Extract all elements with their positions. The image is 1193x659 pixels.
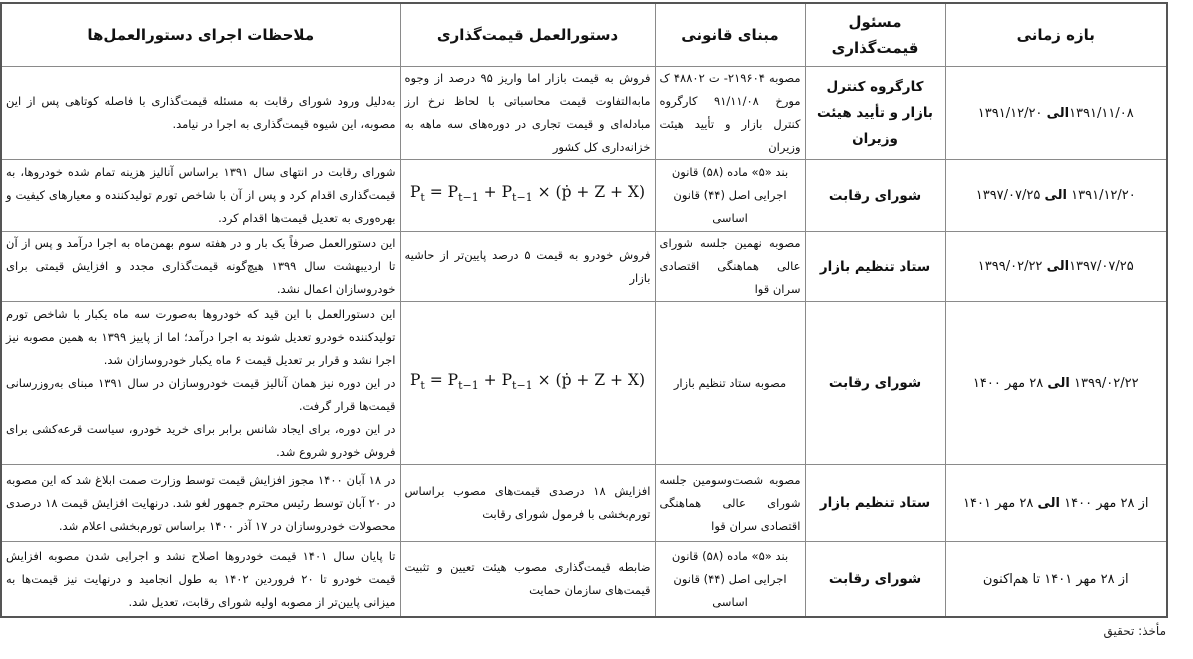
legal-basis-cell: بند «۵» ماده (۵۸) قانون اجرایی اصل (۴۴) قانون اساسی <box>655 542 805 618</box>
source-caption: مأخذ: تحقیق <box>1103 624 1166 638</box>
method-cell: فروش خودرو به قیمت ۵ درصد پایین‌تر از حاشیه بازار <box>400 232 655 302</box>
notes-cell: در ۱۸ آبان ۱۴۰۰ مجوز افزایش قیمت توسط وزارت صمت ابلاغ شد که این مصوبه در ۲۰ آبان توسط رئیس محترم جمهور لغو شد. درنهایت افزایش قیمت ۱۸ درصدی محصولات خودروسازان در ۱۷ آذر ۱۴۰۰ براساس تورم‌بخشی اعلام شد. <box>1 465 400 542</box>
period-to: ۱۳۹۱/۱۲/۲۰ <box>977 105 1043 121</box>
pricing-formula: $P_t = P_{t-1} + P_{t-1}$ × (ṗ + Z + X) <box>400 160 655 232</box>
note-paragraph: این دستورالعمل با این قید که خودروها به‌صورت سه ماه یکبار با شاخص تورم تولیدکننده خودرو تعدیل شوند به اجرا درآمد؛ اما از پاییز ۱۳۹۹ به همین مصوبه نیز اجرا نشد و قرار بر تعدیل قیمت ۶ ماه یکبار خودروسازان شد. <box>6 306 396 367</box>
period-cell <box>945 232 1167 302</box>
period-to: هم‌اکنون <box>982 571 1029 587</box>
pricing-formula: $P_t = P_{t-1} + P_{t-1}$ × (ṗ + Z + X) <box>400 302 655 465</box>
table-row <box>1 542 1167 618</box>
responsible-cell: شورای رقابت <box>805 160 945 232</box>
period-cell <box>945 465 1167 542</box>
header-period: بازه زمانی <box>945 3 1167 67</box>
note-paragraph: در این دوره، برای ایجاد شانس برابر برای خرید خودرو، سیاست قرعه‌کشی برای فروش خودرو شروع شد. <box>6 421 396 459</box>
responsible-cell: کارگروه کنترل بازار و تأیید هیئت وزیران <box>805 67 945 160</box>
legal-basis-cell: مصوبه ۲۱۹۶۰۴- ت ۴۸۸۰۲ ک مورخ ۹۱/۱۱/۰۸ کارگروه کنترل بازار و تأیید هیئت وزیران <box>655 67 805 160</box>
period-from: از ۲۸ مهر ۱۴۰۱ <box>1044 571 1129 587</box>
period-separator: الی <box>1037 495 1060 511</box>
header-method: دستورالعمل قیمت‌گذاری <box>400 3 655 67</box>
responsible-cell: ستاد تنظیم بازار <box>805 465 945 542</box>
header-legal-basis: مبنای قانونی <box>655 3 805 67</box>
period-to: ۲۸ مهر ۱۴۰۰ <box>972 375 1044 391</box>
pricing-history-table <box>0 2 1168 618</box>
table-row <box>1 302 1167 465</box>
note-paragraph: در این دوره نیز همان آنالیز قیمت خودروسازان در سال ۱۳۹۱ مبنای به‌روزرسانی قیمت‌ها قرار گرفت. <box>6 375 396 413</box>
period-cell <box>945 302 1167 465</box>
responsible-cell: شورای رقابت <box>805 302 945 465</box>
table-row <box>1 232 1167 302</box>
period-to: ۱۳۹۷/۰۷/۲۵ <box>975 188 1041 203</box>
notes-cell: به‌دلیل ورود شورای رقابت به مسئله قیمت‌گذاری با فاصله کوتاهی پس از این مصوبه، این شیوه قیمت‌گذاری به اجرا در نیامد. <box>1 67 400 160</box>
notes-cell: تا پایان سال ۱۴۰۱ قیمت خودروها اصلاح نشد و اجرایی شدن مصوبه افزایش قیمت خودرو تا ۲۰ فروردین ۱۴۰۲ به طول انجامید و درنهایت نیز قیمت‌ها به میزانی پایین‌تر از مصوبه اولیه شورای رقابت، تعدیل شد. <box>1 542 400 618</box>
period-from: ۱۳۹۱/۱۱/۰۸ <box>1069 105 1134 121</box>
header-notes: ملاحظات اجرای دستورالعمل‌ها <box>1 3 400 67</box>
period-separator: تا <box>1032 571 1041 587</box>
period-from: ۱۳۹۹/۰۲/۲۲ <box>1073 375 1139 391</box>
period-from: از ۲۸ مهر ۱۴۰۰ <box>1064 495 1149 511</box>
notes-cell <box>1 302 400 465</box>
method-cell: افزایش ۱۸ درصدی قیمت‌های مصوب براساس تورم‌بخشی با فرمول شورای رقابت <box>400 465 655 542</box>
period-cell <box>945 160 1167 232</box>
responsible-cell: شورای رقابت <box>805 542 945 618</box>
period-separator: الی <box>1046 105 1070 121</box>
method-cell: فروش به قیمت بازار اما واریز ۹۵ درصد از وجوه مابه‌التفاوت قیمت محاسباتی با لحاظ نرخ ارز مبادله‌ای و قیمت تجاری در دوره‌های سه ماهه به خزانه‌داری کل کشور <box>400 67 655 160</box>
notes-cell: شورای رقابت در انتهای سال ۱۳۹۱ براساس آنالیز هزینه تمام شده خودروها، به قیمت‌گذاری اقدام کرد و پس از آن با شاخص تورم تولیدکننده و معیارهای کیفیت و بهره‌وری به تعدیل قیمت‌ها اقدام کرد. <box>1 160 400 232</box>
period-cell <box>945 542 1167 618</box>
table-wrapper <box>0 2 1166 618</box>
table-row <box>1 465 1167 542</box>
legal-basis-cell: مصوبه ستاد تنظیم بازار <box>655 302 805 465</box>
period-from: ۱۳۹۷/۰۷/۲۵ <box>1069 259 1134 274</box>
legal-basis-cell: مصوبه شصت‌وسومین جلسه شورای عالی هماهنگی اقتصادی سران قوا <box>655 465 805 542</box>
period-separator: الی <box>1046 259 1070 274</box>
table-row <box>1 160 1167 232</box>
table-row <box>1 67 1167 160</box>
period-cell <box>945 67 1167 160</box>
period-separator: الی <box>1044 188 1067 203</box>
responsible-cell: ستاد تنظیم بازار <box>805 232 945 302</box>
period-to: ۱۳۹۹/۰۲/۲۲ <box>977 259 1043 274</box>
period-from: ۱۳۹۱/۱۲/۲۰ <box>1071 188 1136 203</box>
header-responsible: مسئول قیمت‌گذاری <box>805 3 945 67</box>
period-to: ۲۸ مهر ۱۴۰۱ <box>963 495 1034 511</box>
method-cell: ضابطه قیمت‌گذاری مصوب هیئت تعیین و تثبیت قیمت‌های سازمان حمایت <box>400 542 655 618</box>
legal-basis-cell: بند «۵» ماده (۵۸) قانون اجرایی اصل (۴۴) قانون اساسی <box>655 160 805 232</box>
header-row <box>1 3 1167 67</box>
period-separator: الی <box>1047 375 1070 391</box>
notes-cell: این دستورالعمل صرفاً یک بار و در هفته سوم بهمن‌ماه به اجرا درآمد و پس از آن تا اردیبهشت سال ۱۳۹۹ هیچ‌گونه قیمت‌گذاری مجدد و افزایش قیمتی برای خودروسازان اعمال نشد. <box>1 232 400 302</box>
legal-basis-cell: مصوبه نهمین جلسه شورای عالی هماهنگی اقتصادی سران قوا <box>655 232 805 302</box>
